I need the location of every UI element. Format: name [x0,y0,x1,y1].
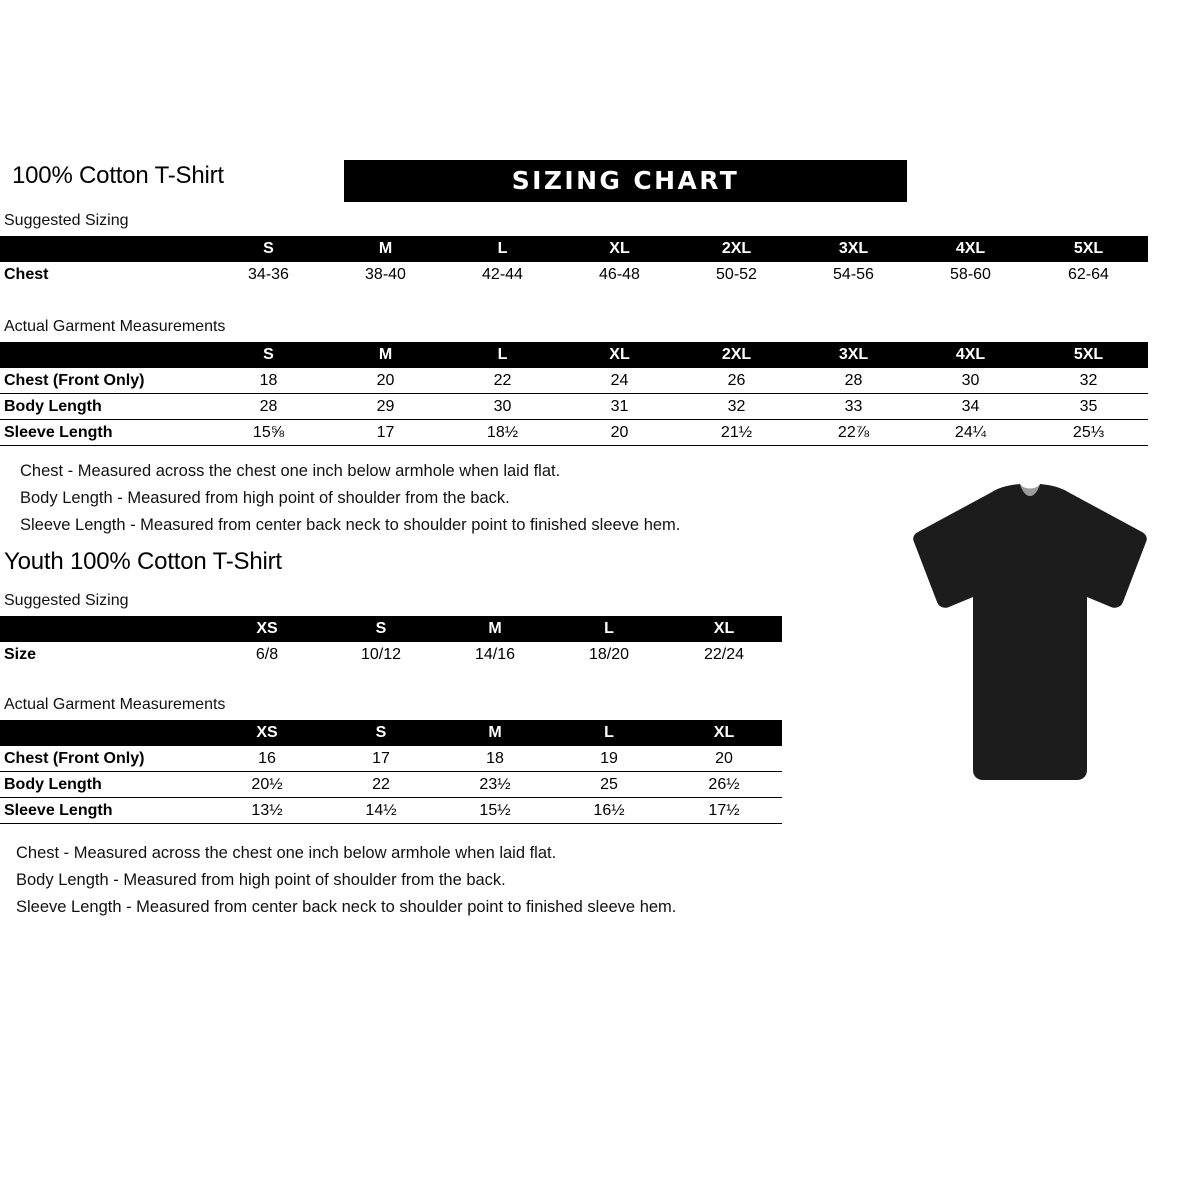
adult-measurement-notes [20,458,840,539]
table-cell: 15⅝ [210,420,327,446]
column-header-5xl: 5XL [1073,346,1104,363]
row-label: Sleeve Length [0,798,210,824]
table-cell: 34-36 [248,266,289,283]
table-cell: 28 [210,394,327,420]
table-cell: 13½ [210,798,324,824]
tshirt-icon [880,470,1180,820]
youth-suggested-sizing-table [0,616,782,667]
youth-suggested-sizing-label: Suggested Sizing [4,592,129,609]
table-row [0,642,782,667]
table-cell: 20 [561,420,678,446]
table-cell: 20 [327,368,444,394]
table-cell: 32 [1029,368,1148,394]
table-row [0,772,782,798]
table-cell: 38-40 [365,266,406,283]
column-header-blank [0,342,210,368]
table-body [0,746,782,824]
table-row [0,798,782,824]
column-header-xl: XL [609,346,630,363]
table-cell: 32 [678,394,795,420]
table-cell: 15½ [438,798,552,824]
row-label: Body Length [0,394,210,420]
table-cell: 22/24 [703,646,745,663]
table-cell: 18 [210,368,327,394]
row-label: Body Length [0,772,210,798]
table-body [0,262,1148,287]
column-header-s: S [375,620,387,637]
measurement-note: Body Length - Measured from high point of shoulder from the back. [20,489,510,507]
column-header-4xl: 4XL [955,240,986,257]
column-header-xs: XS [256,620,278,637]
table-cell: 17½ [666,798,782,824]
table-cell: 18/20 [588,646,630,663]
column-header-m: M [378,346,393,363]
adult-suggested-sizing-table [0,236,1148,287]
column-header-xl: XL [713,620,735,637]
table-cell: 28 [795,368,912,394]
column-header-2xl: 2XL [721,240,752,257]
table-cell: 20½ [210,772,324,798]
column-header-xl: XL [609,240,630,257]
column-header-m: M [488,724,502,741]
table-cell: 16½ [552,798,666,824]
sizing-chart-banner-label: SIZING CHART [511,166,740,195]
column-header-l: L [497,346,508,363]
table-cell: 31 [561,394,678,420]
table-cell: 30 [444,394,561,420]
chart-header [8,160,1192,204]
table-cell: 25⅓ [1029,420,1148,446]
column-header-s: S [263,346,274,363]
column-header-4xl: 4XL [955,346,986,363]
measurement-note: Chest - Measured across the chest one inch below armhole when laid flat. [20,462,561,480]
measurement-note: Chest - Measured across the chest one inch below armhole when laid flat. [16,844,557,862]
column-header-s: S [375,724,387,741]
column-header-m: M [378,240,393,257]
measurement-note: Body Length - Measured from high point of shoulder from the back. [16,871,506,889]
adult-product-title: 100% Cotton T-Shirt [12,162,224,189]
table-row [0,262,1148,287]
table-body [0,368,1148,446]
table-cell: 29 [327,394,444,420]
table-cell: 25 [552,772,666,798]
table-cell: 10/12 [360,646,402,663]
sizing-chart-banner [344,160,907,202]
table-row [0,420,1148,446]
table-cell: 26 [678,368,795,394]
column-header-l: L [604,724,614,741]
table-cell: 24 [561,368,678,394]
column-header-blank [0,720,210,746]
measurement-note: Sleeve Length - Measured from center back neck to shoulder point to finished sleeve hem. [20,516,681,534]
table-cell: 18½ [444,420,561,446]
column-header-blank [0,616,210,642]
table-cell: 50-52 [716,266,757,283]
table-cell: 26½ [666,772,782,798]
table-cell: 16 [210,746,324,772]
table-header-row [0,342,1148,368]
table-cell: 23½ [438,772,552,798]
table-header-row [0,616,782,642]
table-header-row [0,236,1148,262]
adult-suggested-sizing-label: Suggested Sizing [4,212,129,229]
tshirt-product-image [880,470,1180,820]
table-cell: 17 [324,746,438,772]
table-cell: 22 [324,772,438,798]
table-row [0,368,1148,394]
measurement-note: Sleeve Length - Measured from center back neck to shoulder point to finished sleeve hem. [16,898,677,916]
row-label: Sleeve Length [0,420,210,446]
column-header-5xl: 5XL [1073,240,1104,257]
table-cell: 33 [795,394,912,420]
table-cell: 20 [666,746,782,772]
column-header-xl: XL [713,724,735,741]
table-cell: 62-64 [1068,266,1109,283]
table-cell: 17 [327,420,444,446]
youth-product-title: Youth 100% Cotton T-Shirt [4,548,282,575]
table-cell: 22⅞ [795,420,912,446]
row-label: Chest (Front Only) [0,368,210,394]
table-cell: 22 [444,368,561,394]
youth-measurement-notes [16,840,836,921]
adult-actual-measurements-label: Actual Garment Measurements [4,318,226,335]
row-label: Chest (Front Only) [0,746,210,772]
table-cell: 42-44 [482,266,523,283]
column-header-xs: XS [256,724,278,741]
column-header-l: L [497,240,508,257]
adult-actual-measurements-table [0,342,1148,446]
column-header-blank [0,236,210,262]
table-header-row [0,720,782,746]
column-header-3xl: 3XL [838,346,869,363]
table-cell: 30 [912,368,1029,394]
table-cell: 19 [552,746,666,772]
table-cell: 58-60 [950,266,991,283]
table-body [0,642,782,667]
table-cell: 14/16 [474,646,516,663]
youth-actual-measurements-table [0,720,782,824]
table-cell: 18 [438,746,552,772]
table-cell: 54-56 [833,266,874,283]
column-header-s: S [263,240,274,257]
table-row [0,746,782,772]
youth-actual-measurements-label: Actual Garment Measurements [4,696,226,713]
table-cell: 34 [912,394,1029,420]
table-cell: 24¼ [912,420,1029,446]
row-label: Chest [4,266,49,283]
table-cell: 14½ [324,798,438,824]
column-header-2xl: 2XL [721,346,752,363]
column-header-l: L [604,620,614,637]
table-cell: 35 [1029,394,1148,420]
row-label: Size [4,646,37,663]
table-cell: 6/8 [255,646,279,663]
column-header-m: M [488,620,502,637]
table-row [0,394,1148,420]
table-cell: 46-48 [599,266,640,283]
column-header-3xl: 3XL [838,240,869,257]
table-cell: 21½ [678,420,795,446]
